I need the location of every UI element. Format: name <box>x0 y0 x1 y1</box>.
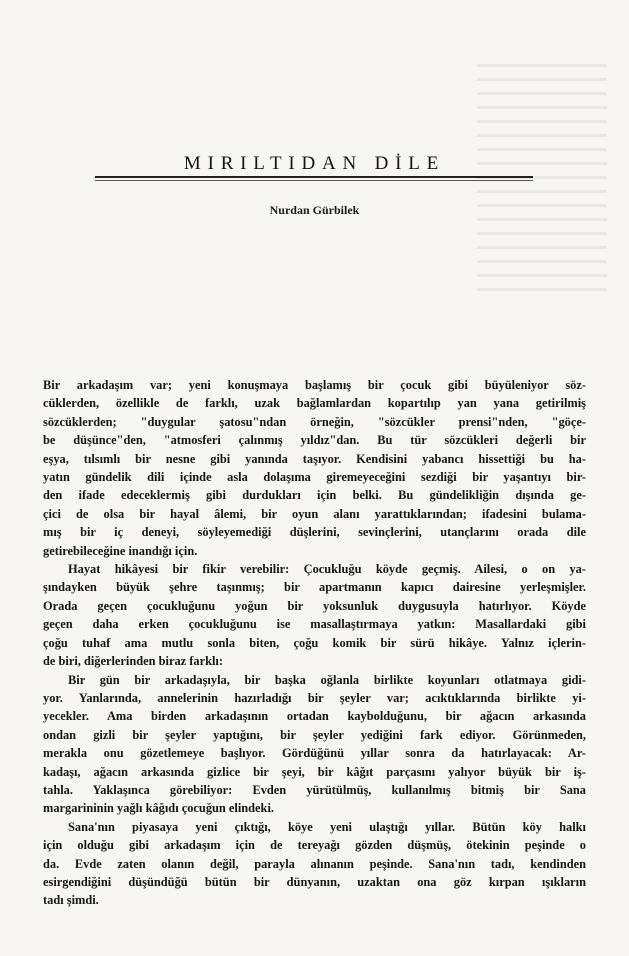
text-line: sözcüklerden; "duygular şatosu"ndan örneğin, "sözcükler prensi"nden, "göçe- <box>43 414 586 429</box>
text-line: geçen daha erken çocukluğunu ise masallaştırmaya yatkın: Masallardaki gibi <box>43 617 586 632</box>
bleed-through-shadow <box>477 64 607 294</box>
text-line: esirgendiğini düşündüğü bütün bir dünyanın, uzaktan ona göz kırpan ışıkların <box>43 874 586 889</box>
text-line: da. Evde zaten olanın değil, parayla alınanın peşinde. Sana'nın tadı, kendinden <box>43 856 586 871</box>
text-line: de biri, diğerlerinden biraz farklı: <box>43 654 223 669</box>
chapter-title: MIRILTIDAN DİLE <box>183 153 446 174</box>
text-line: merakla onu gözetlemeye başlıyor. Gördüğünü yıllar sonra da hatırlayacak: Ar- <box>43 746 586 761</box>
text-line: den ifade edeceklermiş gibi durdukları için belki. Bu gündelikliğin dışında ge- <box>43 488 586 503</box>
text-line: cüklerden, özellikle de farklı, uzak bağlamlardan kopartılıp yan yana getirilmiş <box>43 396 586 411</box>
text-line: getirebileceğine inandığı için. <box>43 543 198 558</box>
text-line: yor. Yanlarında, annelerinin hazırladığı bir şeyler var; acıktıklarında birlikte yi- <box>43 690 586 705</box>
text-line: Hayat hikâyesi bir fikir verebilir: Çocukluğu köyde geçmiş. Ailesi, o on ya- <box>68 562 586 577</box>
body-text <box>43 376 586 910</box>
text-line: Sana'nın piyasaya yeni çıktığı, köye yeni ulaştığı yıllar. Bütün köy halkı <box>68 819 586 834</box>
text-line: yecekler. Ama birden arkadaşının ortadan kaybolduğunu, bir ağacın arkasında <box>43 709 586 724</box>
text-line: Bir gün bir arkadaşıyla, bir başka oğlanla birlikte koyunları otlatmaya gidi- <box>68 672 586 687</box>
text-line: ondan gizli bir şeyler yaptığını, bir şeyler yediğini fark ediyor. Görünmeden, <box>43 727 586 742</box>
text-line: yatın gündelik dili içinde asla dolaşıma giremeyeceğini sezdiği bir yaşantıyı bir- <box>43 470 586 485</box>
text-line: mış bir iç deneyi, söyleyemediği düşlerini, sevinçlerini, utançlarını orada dile <box>43 525 586 540</box>
title-rule-thin <box>95 180 533 181</box>
text-line: Bir arkadaşım var; yeni konuşmaya başlamış bir çocuk gibi büyüleniyor söz- <box>43 378 586 392</box>
text-line: margarininin yağlı kâğıdı çocuğun elindeki. <box>43 801 274 816</box>
text-line: eşya, tılsımlı bir nesne gibi yanında taşıyor. Kendisini yabancı hissettiği bu ha- <box>43 451 586 466</box>
text-line: tahla. Yaklaşınca görebiliyor: Evden yürütülmüş, kullanılmış bitmiş bir Sana <box>43 782 586 797</box>
text-line: çoğu tuhaf ama mutlu sonla biten, çoğu komik bir sürü hikâye. Yalnız içlerin- <box>43 635 586 650</box>
text-line: şındayken büyük şehre taşınmış; bir apartmanın kapıcı dairesine yerleşmişler. <box>43 580 586 595</box>
author-name: Nurdan Gürbilek <box>269 203 360 217</box>
text-line: için olduğu gibi arkadaşım için de tereyağı gözden düşmüş, ötekinin peşinde o <box>43 838 586 853</box>
text-line: çici de olsa bir hayal âlemi, bir oyun alanı yarattıklarından; ifadesini bulama- <box>43 506 586 521</box>
text-line: Orada geçen çocukluğunu yoğun bir yoksunluk duygusuyla hatırlıyor. Köyde <box>43 598 586 613</box>
text-line: be düşünce"den, "atmosferi çalınmış yıldız"dan. Bu tür sözcükleri değerli bir <box>43 433 586 448</box>
title-rule-thick <box>95 176 533 178</box>
text-line: kadaşı, ağacın arkasında gizlice bir şeyi, bir kâğıt parçasını yalıyor büyük bir iş- <box>43 764 586 779</box>
text-line: tadı şimdi. <box>43 893 99 908</box>
